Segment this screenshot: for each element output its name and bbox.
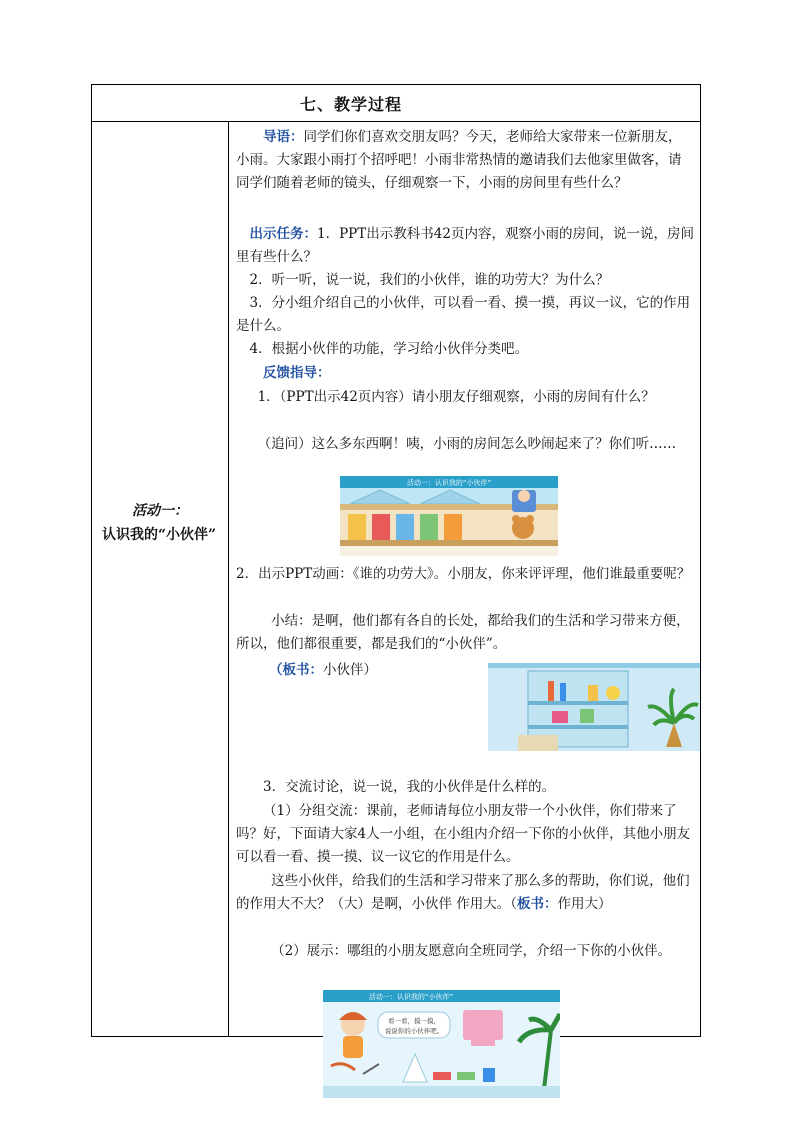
feedback-heading bbox=[236, 362, 694, 385]
board-note-1-text: 小伙伴） bbox=[323, 662, 377, 678]
intro-paragraph bbox=[236, 126, 694, 195]
section-title: 七、教学过程 bbox=[300, 95, 403, 114]
function-paragraph bbox=[236, 870, 694, 916]
group-exchange-paragraph: （1）分组交流：课前，老师请每位小朋友带一个小伙伴，你们带来了吗？好，下面请大家4人一小组，在小组内介绍一下你的小伙伴，其他小朋友可以看一看、摸一摸、议一议它的作用是什么。 bbox=[236, 803, 691, 865]
slide-room-banner: 活动一：认识我的“小伙伴” bbox=[406, 479, 492, 487]
board-note-1 bbox=[269, 659, 377, 682]
feedback-label: 反馈指导： bbox=[263, 365, 331, 381]
activity-label-cell bbox=[92, 122, 229, 1036]
feedback-paragraph-1: 1．（PPT出示42页内容）请小朋友仔细观察，小雨的房间有什么？ bbox=[257, 389, 655, 405]
task-item-1 bbox=[236, 223, 694, 269]
task-item-1-text: 1．PPT出示教科书42页内容，观察小雨的房间，说一说，房间里有些什么？ bbox=[236, 226, 694, 265]
task-item-3: 3．分小组介绍自己的小伙伴，可以看一看、摸一摸，再议一议，它的作用是什么。 bbox=[236, 295, 691, 334]
discussion-prompt: 3．交流讨论，说一说，我的小伙伴是什么样的。 bbox=[263, 779, 556, 795]
feedback-paragraph-2: （追问）这么多东西啊！咦，小雨的房间怎么吵闹起来了？你们听…… bbox=[257, 436, 677, 452]
header-row bbox=[92, 85, 700, 122]
intro-label: 导语： bbox=[263, 129, 304, 145]
summary-paragraph: 小结：是啊，他们都有各自的长处，都给我们的生活和学习带来方便，所以，他们都很重要，都是我们的“小伙伴”。 bbox=[236, 613, 690, 652]
lesson-table bbox=[91, 84, 701, 1037]
board-note-1-label: （板书： bbox=[269, 662, 323, 678]
slide-bubble-line-1: 看一看，摸一摸， bbox=[388, 1017, 440, 1025]
task-label: 出示任务： bbox=[249, 226, 317, 242]
ppt-slide-shelf bbox=[488, 663, 700, 751]
slide-showcase-banner: 活动一：认识我的“小伙伴” bbox=[368, 993, 454, 1001]
board-note-2-text: 作用大） bbox=[557, 896, 612, 912]
activity-subtitle: 认识我的“小伙伴” bbox=[102, 527, 217, 543]
function-text: 这些小伙伴，给我们的生活和学习带来了那么多的帮助，你们说，他们的作用大不大？（大）是啊，小伙伴 作用大。（ bbox=[236, 873, 690, 912]
activity-title: 活动一： bbox=[132, 503, 188, 519]
feedback-paragraph-3: 2．出示PPT动画：《谁的功劳大》。小朋友，你来评评理，他们谁最重要呢？ bbox=[236, 566, 691, 582]
task-item-4: 4．根据小伙伴的功能，学习给小伙伴分类吧。 bbox=[249, 341, 529, 357]
board-note-2-label: 板书： bbox=[517, 896, 558, 912]
ppt-slide-room bbox=[340, 476, 558, 556]
intro-text: 同学们你们喜欢交朋友吗？今天，老师给大家带来一位新朋友，小雨。大家跟小雨打个招呼吧！小雨非常热情的邀请我们去他家里做客，请同学们随着老师的镜头，仔细观察一下，小雨的房间里有些什么？ bbox=[236, 129, 682, 191]
activity-content-cell bbox=[229, 122, 700, 1036]
slide-bubble-line-2: 说说你的小伙伴吧。 bbox=[384, 1027, 444, 1035]
ppt-slide-showcase bbox=[323, 990, 560, 1098]
showcase-paragraph: （2）展示：哪组的小朋友愿意向全班同学，介绍一下你的小伙伴。 bbox=[271, 943, 672, 959]
task-item-2: 2．听一听，说一说，我们的小伙伴，谁的功劳大？为什么？ bbox=[249, 272, 610, 288]
